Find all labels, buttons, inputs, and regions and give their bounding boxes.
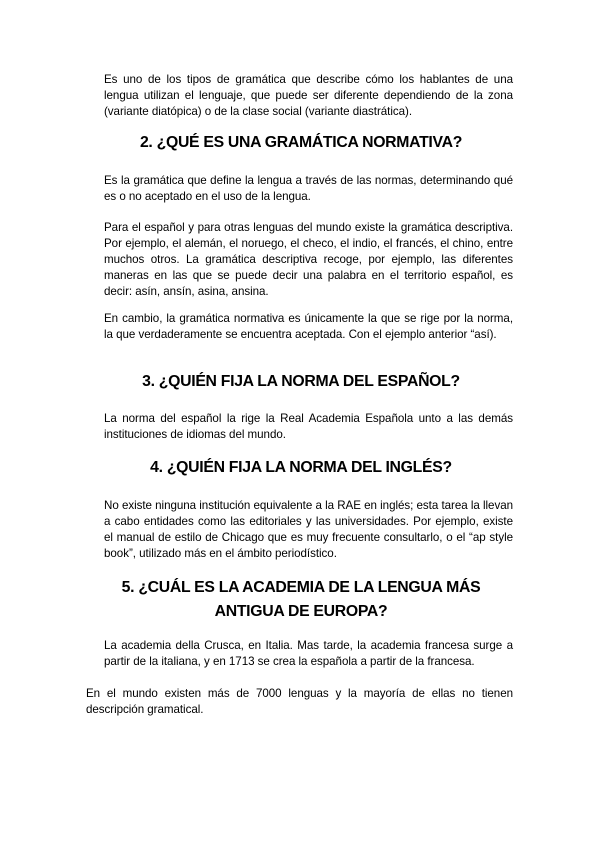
section-4-heading: 4. ¿QUIÉN FIJA LA NORMA DEL INGLÉS? xyxy=(150,459,452,476)
section-2-paragraph-3: En cambio, la gramática normativa es únicamente la que se rige por la norma, la que verdaderamente se encuentra aceptada. Con el ejemplo anterior “así). xyxy=(104,312,513,341)
section-3-heading: 3. ¿QUIÉN FIJA LA NORMA DEL ESPAÑOL? xyxy=(142,373,460,390)
section-2-paragraph-1: Es la gramática que define la lengua a través de las normas, determinando qué es o no aceptado en el uso de la lengua. xyxy=(104,174,513,203)
section-3-paragraph: La norma del español la rige la Real Academia Española unto a las demás instituciones de idiomas del mundo. xyxy=(104,412,513,441)
section-5-paragraph: La academia della Crusca, en Italia. Mas tarde, la academia francesa surge a partir de la italiana, y en 1713 se crea la española a partir de la francesa. xyxy=(104,639,513,668)
section-4-paragraph: No existe ninguna institución equivalente a la RAE en inglés; esta tarea la llevan a cabo entidades como las editoriales y las universidades. Por ejemplo, existe el manual de estilo de Chicago que es muy frecuente consultarlo, o el “ap style book”, utilizado más en el ámbito periodístico. xyxy=(104,499,513,560)
intro-paragraph: Es uno de los tipos de gramática que describe cómo los hablantes de una lengua utilizan el lenguaje, que puede ser diferente dependiendo de la zona (variante diatópica) o de la clase social (variante diastrática). xyxy=(104,73,513,118)
section-5-heading xyxy=(86,576,516,624)
section-5-heading-line-2: ANTIGUA DE EUROPA? xyxy=(214,603,388,620)
section-5-heading-line-1: 5. ¿CUÁL ES LA ACADEMIA DE LA LENGUA MÁS xyxy=(121,579,481,596)
section-2-paragraph-2: Para el español y para otras lenguas del mundo existe la gramática descriptiva. Por ejemplo, el alemán, el noruego, el checo, el indio, el francés, el chino, entre muchos otros. La gramática descriptiva recoge, por ejemplo, las diferentes maneras en las que se puede decir una palabra en el territorio español, es decir: asín, ansín, asina, ansina. xyxy=(104,221,513,298)
section-2-heading: 2. ¿QUÉ ES UNA GRAMÁTICA NORMATIVA? xyxy=(139,134,463,151)
closing-paragraph: En el mundo existen más de 7000 lenguas y la mayoría de ellas no tienen descripción gramatical. xyxy=(86,687,513,716)
